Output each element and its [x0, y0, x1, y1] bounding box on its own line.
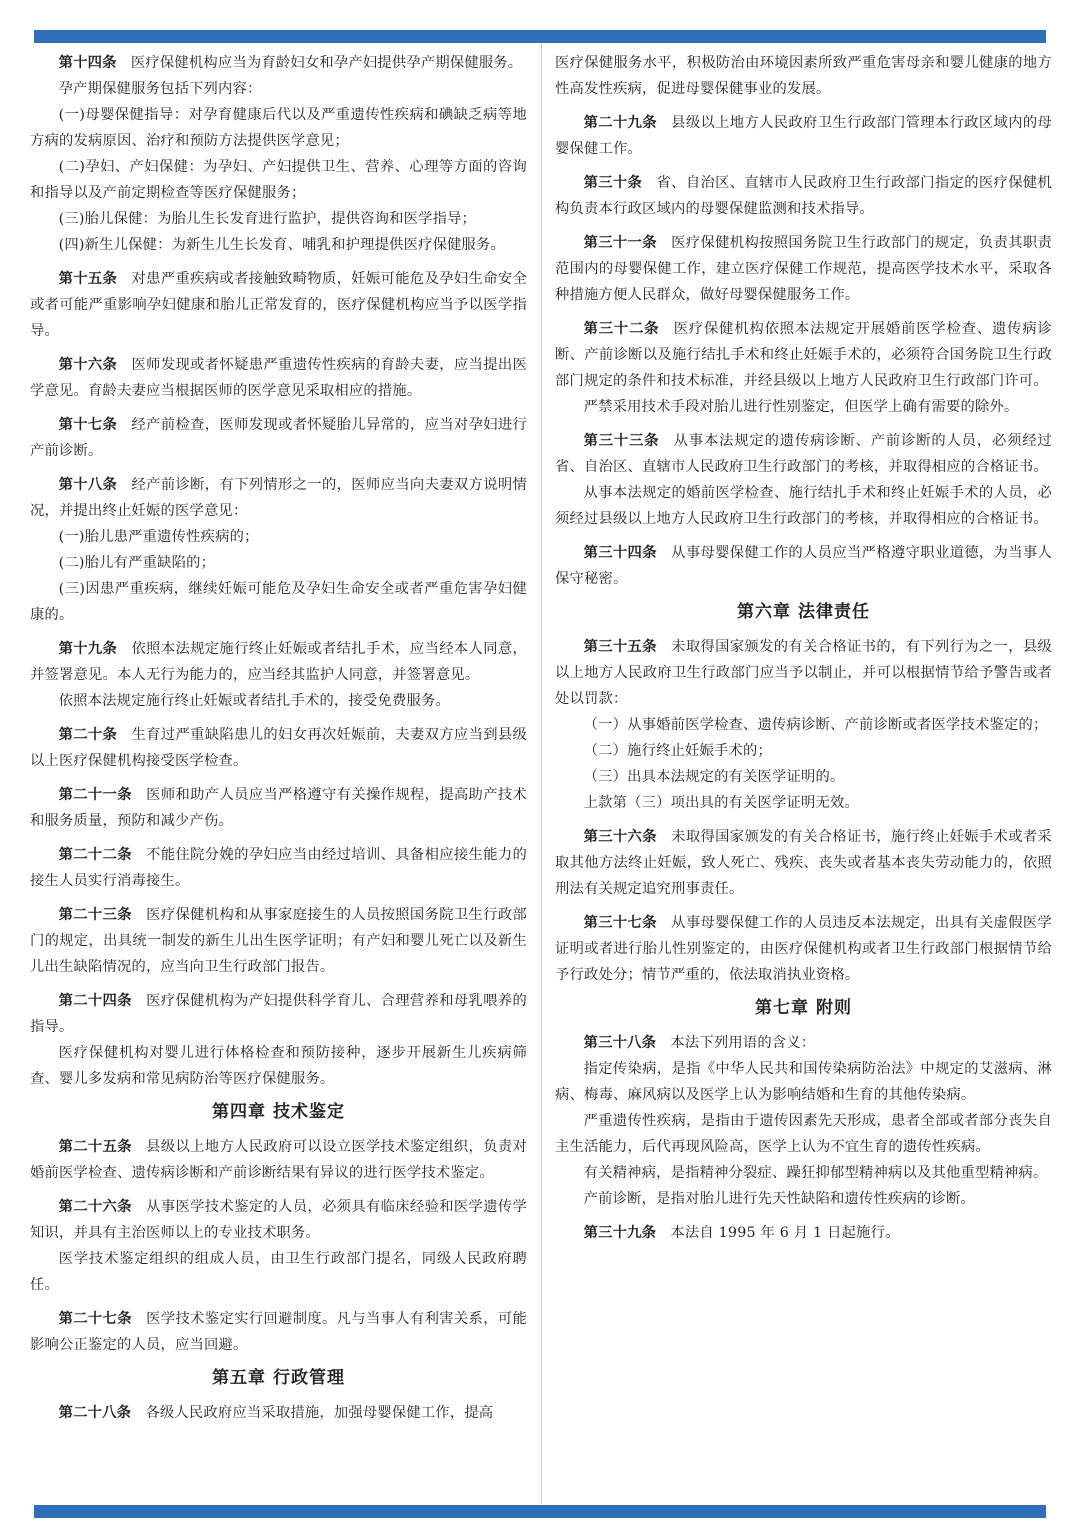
- continued-paragraph: 医疗保健服务水平，积极防治由环境因素所致严重危害母亲和婴儿健康的地方性高发性疾病，促进母婴保健事业的发展。: [555, 55, 1052, 97]
- article-paragraph: [30, 266, 527, 344]
- article-paragraph: [30, 1194, 527, 1246]
- article-label: 第二十九条: [583, 115, 657, 131]
- article-text: 从事母婴保健工作的人员应当严格遵守职业道德，为当事人保守秘密。: [555, 545, 1053, 587]
- article-label: 第三十一条: [583, 235, 657, 251]
- article-label: 第三十二条: [583, 321, 660, 337]
- article-text: 医疗保健机构应当为育龄妇女和孕产妇提供孕产期保健服务。: [130, 55, 523, 71]
- article-label: 第二十四条: [58, 993, 132, 1009]
- article-label: 第三十七条: [583, 915, 657, 931]
- article-label: 第三十九条: [583, 1225, 657, 1241]
- article-label: 第二十条: [58, 727, 118, 743]
- article-text: 不能住院分娩的孕妇应当由经过培训、具备相应接生能力的接生人员实行消毒接生。: [30, 847, 528, 889]
- article-paragraph: [30, 1400, 527, 1426]
- article-label: 第三十四条: [583, 545, 657, 561]
- article-paragraph: [555, 230, 1052, 308]
- article-label: 第三十五条: [583, 639, 657, 655]
- article-paragraph: [555, 910, 1052, 988]
- article-label: 第三十六条: [583, 829, 657, 845]
- article-label: 第十九条: [58, 641, 118, 657]
- article-text: 经产前检查，医师发现或者怀疑胎儿异常的，应当对孕妇进行产前诊断。: [30, 417, 527, 459]
- chapter-heading: 第五章 行政管理: [212, 1368, 345, 1388]
- sub-paragraph: 上款第（三）项出具的有关医学证明无效。: [583, 795, 860, 811]
- chapter-heading: 第四章 技术鉴定: [212, 1102, 345, 1122]
- sub-paragraph: 指定传染病，是指《中华人民共和国传染病防治法》中规定的艾滋病、淋病、梅毒、麻风病以及医学上认为影响结婚和生育的其他传染病。: [555, 1061, 1052, 1103]
- article-text: 从事医学技术鉴定的人员，必须具有临床经验和医学遗传学知识，并具有主治医师以上的专业技术职务。: [30, 1199, 528, 1241]
- article-text: 对患严重疾病或者接触致畸物质，妊娠可能危及孕妇生命安全或者可能严重影响孕妇健康和胎儿正常发育的，医疗保健机构应当予以医学指导。: [30, 271, 527, 339]
- article-paragraph: [30, 352, 527, 404]
- article-paragraph: [30, 782, 527, 834]
- article-text: 从事本法规定的遗传病诊断、产前诊断的人员，必须经过省、自治区、直辖市人民政府卫生行政部门的考核，并取得相应的合格证书。: [555, 433, 1052, 475]
- article-paragraph: [30, 842, 527, 894]
- sub-paragraph: 有关精神病，是指精神分裂症、躁狂抑郁型精神病以及其他重型精神病。: [583, 1165, 1048, 1181]
- sub-paragraph: 医疗保健机构对婴儿进行体格检查和预防接种，逐步开展新生儿疾病筛查、婴儿多发病和常见病防治等医疗保健服务。: [30, 1045, 527, 1087]
- article-text: 医学技术鉴定实行回避制度。凡与当事人有利害关系，可能影响公正鉴定的人员，应当回避。: [30, 1311, 528, 1353]
- article-text: 本法自 1995 年 6 月 1 日起施行。: [670, 1225, 900, 1241]
- article-label: 第十八条: [58, 477, 118, 493]
- chapter-heading: 第七章 附则: [755, 998, 852, 1018]
- article-paragraph: [30, 1134, 527, 1186]
- sub-paragraph: 从事本法规定的婚前医学检查、施行结扎手术和终止妊娠手术的人员，必须经过县级以上地方人民政府卫生行政部门的考核，并取得相应的合格证书。: [555, 485, 1052, 527]
- article-label: 第十七条: [58, 417, 118, 433]
- article-text: 医师和助产人员应当严格遵守有关操作规程，提高助产技术和服务质量，预防和减少产伤。: [30, 787, 528, 829]
- article-text: 县级以上地方人民政府卫生行政部门管理本行政区域内的母婴保健工作。: [555, 115, 1053, 157]
- column-divider: [541, 44, 542, 1504]
- article-label: 第二十一条: [58, 787, 132, 803]
- article-label: 第二十八条: [58, 1405, 132, 1421]
- article-paragraph: [555, 1030, 1052, 1056]
- article-label: 第二十五条: [58, 1139, 132, 1155]
- article-paragraph: [555, 1220, 1052, 1246]
- article-paragraph: [30, 472, 527, 524]
- sub-paragraph: (二)孕妇、产妇保健：为孕妇、产妇提供卫生、营养、心理等方面的咨询和指导以及产前定期检查等医疗保健服务；: [30, 159, 527, 201]
- article-label: 第十五条: [58, 271, 118, 287]
- right-column: [555, 50, 1052, 1246]
- article-paragraph: [555, 540, 1052, 592]
- article-paragraph: [555, 824, 1052, 902]
- article-text: 未取得国家颁发的有关合格证书的，有下列行为之一，县级以上地方人民政府卫生行政部门应当予以制止，并可以根据情节给予警告或者处以罚款：: [555, 639, 1053, 707]
- sub-paragraph: (一)母婴保健指导：对孕育健康后代以及严重遗传性疾病和碘缺乏病等地方病的发病原因、治疗和预防方法提供医学意见；: [30, 107, 527, 149]
- article-paragraph: [30, 722, 527, 774]
- article-paragraph: [555, 316, 1052, 394]
- article-label: 第三十条: [583, 175, 643, 191]
- article-text: 依照本法规定施行终止妊娠或者结扎手术，应当经本人同意，并签署意见。本人无行为能力的，应当经其监护人同意，并签署意见。: [30, 641, 527, 683]
- article-text: 从事母婴保健工作的人员违反本法规定，出具有关虚假医学证明或者进行胎儿性别鉴定的，由医疗保健机构或者卫生行政部门根据情节给予行政处分；情节严重的，依法取消执业资格。: [555, 915, 1053, 983]
- article-label: 第十六条: [58, 357, 118, 373]
- article-label: 第三十三条: [583, 433, 660, 449]
- sub-paragraph: 孕产期保健服务包括下列内容：: [58, 81, 262, 97]
- article-paragraph: [30, 988, 527, 1040]
- article-text: 医师发现或者怀疑患严重遗传性疾病的育龄夫妻，应当提出医学意见。育龄夫妻应当根据医师的医学意见采取相应的措施。: [30, 357, 527, 399]
- article-text: 各级人民政府应当采取措施，加强母婴保健工作，提高: [145, 1405, 494, 1421]
- article-text: 医疗保健机构按照国务院卫生行政部门的规定，负责其职责范围内的母婴保健工作，建立医疗保健工作规范，提高医学技术水平，采取各种措施方便人民群众，做好母婴保健服务工作。: [555, 235, 1053, 303]
- article-paragraph: [555, 110, 1052, 162]
- article-text: 医疗保健机构依照本法规定开展婚前医学检查、遗传病诊断、产前诊断以及施行结扎手术和终止妊娠手术的，必须符合国务院卫生行政部门规定的条件和技术标准，并经县级以上地方人民政府卫生行政部门许可。: [555, 321, 1052, 389]
- article-paragraph: [30, 1306, 527, 1358]
- sub-paragraph: 产前诊断，是指对胎儿进行先天性缺陷和遗传性疾病的诊断。: [583, 1191, 976, 1207]
- article-label: 第二十七条: [58, 1311, 132, 1327]
- article-paragraph: [555, 634, 1052, 712]
- article-paragraph: [30, 50, 527, 76]
- left-column: [30, 50, 527, 1426]
- sub-paragraph: 严禁采用技术手段对胎儿进行性别鉴定，但医学上确有需要的除外。: [583, 399, 1019, 415]
- article-text: 省、自治区、直辖市人民政府卫生行政部门指定的医疗保健机构负责本行政区域内的母婴保健监测和技术指导。: [555, 175, 1052, 217]
- chapter-heading: 第六章 法律责任: [737, 602, 870, 622]
- bottom-accent-bar: [34, 1505, 1046, 1518]
- article-paragraph: [555, 428, 1052, 480]
- sub-paragraph: 严重遗传性疾病，是指由于遗传因素先天形成，患者全部或者部分丧失自主生活能力，后代再现风险高，医学上认为不宜生育的遗传性疾病。: [555, 1113, 1052, 1155]
- article-label: 第十四条: [58, 55, 117, 71]
- sub-paragraph: （二）施行终止妊娠手术的；: [583, 743, 773, 759]
- article-paragraph: [555, 170, 1052, 222]
- article-paragraph: [30, 902, 527, 980]
- article-text: 未取得国家颁发的有关合格证书，施行终止妊娠手术或者采取其他方法终止妊娠，致人死亡、残疾、丧失或者基本丧失劳动能力的，依照刑法有关规定追究刑事责任。: [555, 829, 1053, 897]
- sub-paragraph: 依照本法规定施行终止妊娠或者结扎手术的，接受免费服务。: [58, 693, 451, 709]
- sub-paragraph: 医学技术鉴定组织的组成人员，由卫生行政部门提名，同级人民政府聘任。: [30, 1251, 527, 1293]
- article-label: 第二十六条: [58, 1199, 132, 1215]
- article-label: 第三十八条: [583, 1035, 657, 1051]
- article-paragraph: [30, 412, 527, 464]
- sub-paragraph: (二)胎儿有严重缺陷的；: [58, 555, 216, 571]
- top-accent-bar: [34, 30, 1046, 43]
- article-text: 医疗保健机构为产妇提供科学育儿、合理营养和母乳喂养的指导。: [30, 993, 528, 1035]
- article-text: 本法下列用语的含义：: [670, 1035, 816, 1051]
- sub-paragraph: (四)新生儿保健：为新生儿生长发育、哺乳和护理提供医疗保健服务。: [58, 237, 506, 253]
- article-text: 县级以上地方人民政府可以设立医学技术鉴定组织，负责对婚前医学检查、遗传病诊断和产前诊断结果有异议的进行医学技术鉴定。: [30, 1139, 528, 1181]
- article-text: 医疗保健机构和从事家庭接生的人员按照国务院卫生行政部门的规定，出具统一制发的新生儿出生医学证明；有产妇和婴儿死亡以及新生儿出生缺陷情况的，应当向卫生行政部门报告。: [30, 907, 528, 975]
- sub-paragraph: (三)因患严重疾病，继续妊娠可能危及孕妇生命安全或者严重危害孕妇健康的。: [30, 581, 527, 623]
- sub-paragraph: (一)胎儿患严重遗传性疾病的；: [58, 529, 259, 545]
- article-label: 第二十三条: [58, 907, 132, 923]
- article-label: 第二十二条: [58, 847, 132, 863]
- sub-paragraph: （三）出具本法规定的有关医学证明的。: [583, 769, 845, 785]
- article-paragraph: [30, 636, 527, 688]
- article-text: 经产前诊断，有下列情形之一的，医师应当向夫妻双方说明情况，并提出终止妊娠的医学意见：: [30, 477, 527, 519]
- article-text: 生育过严重缺陷患儿的妇女再次妊娠前，夫妻双方应当到县级以上医疗保健机构接受医学检查。: [30, 727, 527, 769]
- sub-paragraph: (三)胎儿保健：为胎儿生长发育进行监护，提供咨询和医学指导；: [58, 211, 477, 227]
- sub-paragraph: （一）从事婚前医学检查、遗传病诊断、产前诊断或者医学技术鉴定的；: [583, 717, 1048, 733]
